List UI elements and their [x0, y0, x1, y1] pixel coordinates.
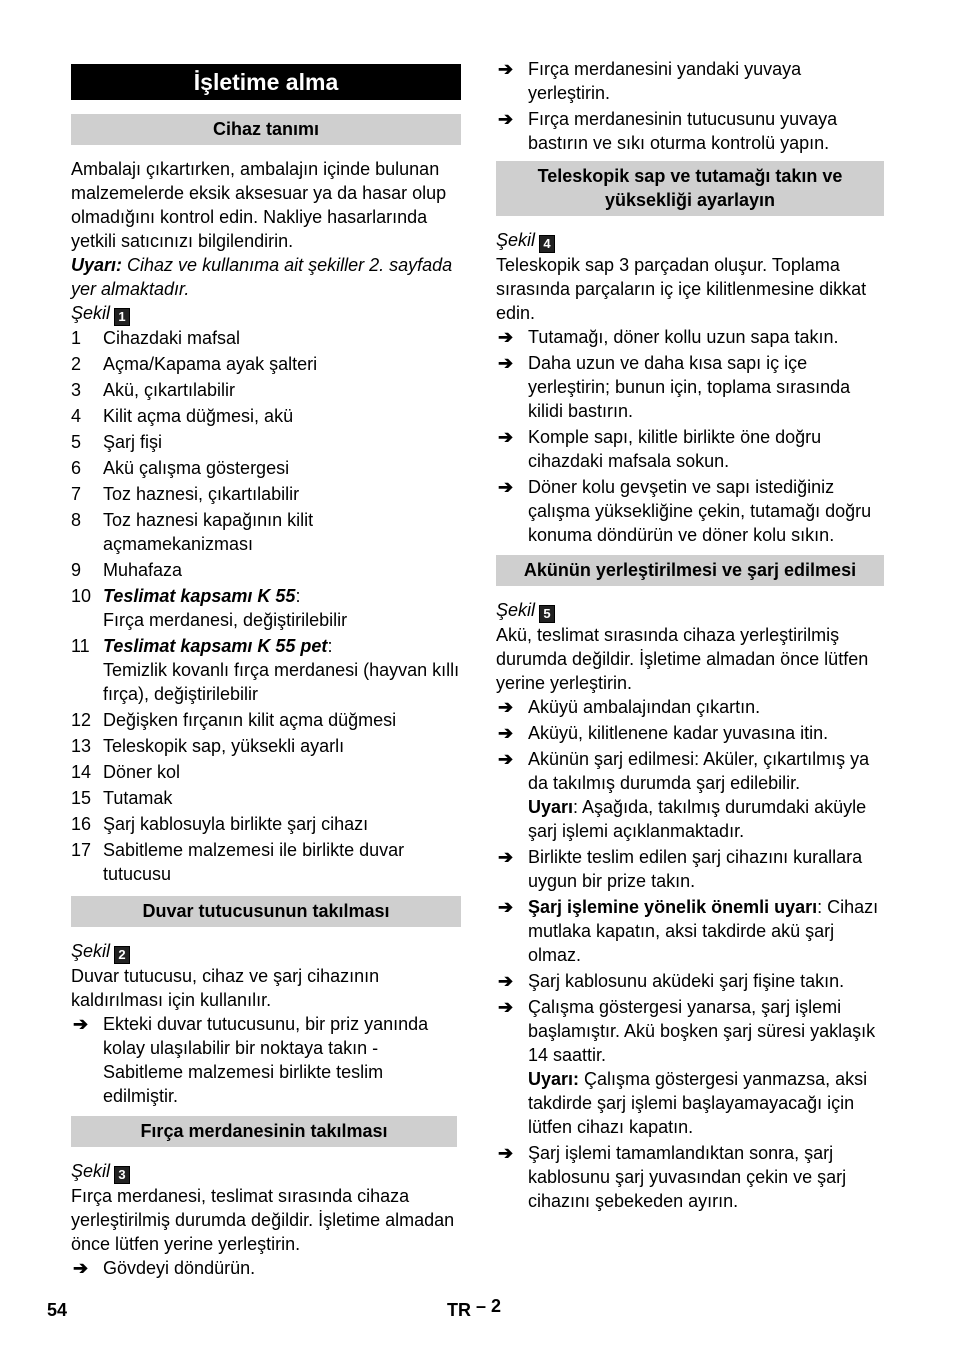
arrow-right-icon: ➔	[498, 353, 514, 373]
step-item	[496, 351, 884, 423]
footer-sub: 2	[491, 1296, 502, 1316]
step-text: Döner kolu gevşetin ve sapı istediğiniz çalışma yüksekliğine çekin, tutamağı doğru konuma döndürün ve döner kolu sıkın.	[528, 477, 872, 545]
step-text: Şarj işlemi tamamlandıktan sonra, şarj kablosunu şarj yuvasından çekin ve şarj cihazını şebekeden ayırın.	[528, 1143, 847, 1211]
step-text: Fırça merdanesinin tutucusunu yuvaya bastırın ve sıkı oturma kontrolü yapın.	[528, 109, 838, 153]
arrow-right-icon: ➔	[498, 1143, 514, 1163]
section-paragraph: Duvar tutucusu, cihaz ve şarj cihazının kaldırılması için kullanılır.	[71, 966, 380, 1010]
step-list	[71, 1012, 461, 1108]
item-text: Şarj kablosuyla birlikte şarj cihazı	[103, 814, 369, 834]
step-list	[496, 695, 884, 1213]
step-item	[496, 995, 884, 1139]
list-item	[71, 812, 461, 836]
step-item	[496, 57, 884, 105]
note-label: Uyarı	[528, 797, 574, 817]
item-text: Açma/Kapama ayak şalteri	[103, 354, 318, 374]
step-item	[496, 845, 884, 893]
figure-number: 5	[539, 605, 555, 623]
step-text: Çalışma göstergesi yanarsa, şarj işlemi başlamıştır. Akü boşken şarj süresi yaklaşık 14 saattir.	[528, 997, 876, 1065]
step-item	[496, 721, 884, 745]
lang-code: TR	[447, 1300, 471, 1320]
step-item	[496, 747, 884, 843]
list-item	[71, 430, 461, 454]
arrow-right-icon: ➔	[498, 997, 514, 1017]
list-item	[71, 326, 461, 350]
item-text: Toz haznesi, çıkartılabilir	[103, 484, 300, 504]
warning-label: Uyarı:	[71, 255, 123, 275]
section-paragraph: Teleskopik sap 3 parçadan oluşur. Toplama sırasında parçaların iç içe kilitlenmesine dikkat edin.	[496, 255, 867, 323]
item-text: Döner kol	[103, 762, 181, 782]
arrow-right-icon: ➔	[73, 1014, 89, 1034]
item-text: Muhafaza	[103, 560, 183, 580]
list-item	[71, 584, 461, 632]
step-item	[496, 895, 884, 967]
step-text: Şarj kablosunu aküdeki şarj fişine takın.	[528, 971, 845, 991]
arrow-right-icon: ➔	[498, 427, 514, 447]
item-number: 14	[71, 762, 92, 782]
figure-reference	[496, 598, 884, 623]
item-number: 8	[71, 510, 82, 530]
step-text: Aküyü, kilitlenene kadar yuvasına itin.	[528, 723, 829, 743]
item-text: Toz haznesi kapağının kilit açmamekanizması	[103, 510, 314, 554]
item-number: 3	[71, 380, 82, 400]
item-number: 17	[71, 840, 92, 860]
item-text: Temizlik kovanlı fırça merdanesi (hayvan kıllı fırça), değiştirilebilir	[103, 660, 460, 704]
item-number: 5	[71, 432, 82, 452]
item-number: 10	[71, 586, 92, 606]
item-text: Cihazdaki mafsal	[103, 328, 241, 348]
figure-reference	[71, 1159, 461, 1184]
arrow-right-icon: ➔	[498, 109, 514, 129]
arrow-right-icon: ➔	[498, 327, 514, 347]
figure-reference	[71, 939, 461, 964]
step-item	[71, 1256, 461, 1280]
warning-text: Cihaz ve kullanıma ait şekiller 2. sayfada yer almaktadır.	[71, 255, 453, 299]
section-heading-brush-roller: Fırça merdanesinin takılması	[71, 1116, 457, 1147]
component-list-continued	[71, 708, 461, 886]
step-list-continued	[496, 57, 884, 155]
step-item	[496, 475, 884, 547]
item-text: Akü, çıkartılabilir	[103, 380, 236, 400]
step-item	[496, 695, 884, 719]
figure-number: 2	[114, 946, 130, 964]
item-number: 6	[71, 458, 82, 478]
item-bold: Teslimat kapsamı K 55	[103, 586, 296, 606]
step-item	[496, 1141, 884, 1213]
item-number: 15	[71, 788, 92, 808]
item-colon: :	[327, 636, 333, 656]
step-text: Fırça merdanesini yandaki yuvaya yerleştirin.	[528, 59, 802, 103]
item-number: 2	[71, 354, 82, 374]
list-item	[71, 838, 461, 886]
figure-number: 4	[539, 235, 555, 253]
item-text: Değişken fırçanın kilit açma düğmesi	[103, 710, 397, 730]
step-text: Komple sapı, kilitle birlikte öne doğru cihazdaki mafsala sokun.	[528, 427, 822, 471]
section-paragraph: Fırça merdanesi, teslimat sırasında cihaza yerleştirilmiş durumda değildir. İşletime almadan önce lütfen yerine yerleştirin.	[71, 1186, 455, 1254]
arrow-right-icon: ➔	[73, 1258, 89, 1278]
intro-paragraph: Ambalajı çıkartırken, ambalajın içinde bulunan malzemelerde eksik aksesuar ya da hasar olup olmadığını kontrol edin. Nakliye hasarlarında yetkili satıcınızı bilgilendirin.	[71, 159, 447, 251]
item-text: Şarj fişi	[103, 432, 163, 452]
list-item	[71, 352, 461, 376]
list-item	[71, 482, 461, 506]
item-number: 12	[71, 710, 92, 730]
arrow-right-icon: ➔	[498, 477, 514, 497]
item-text: Sabitleme malzemesi ile birlikte duvar tutucusu	[103, 840, 405, 884]
item-text: Akü çalışma göstergesi	[103, 458, 290, 478]
list-item	[71, 708, 461, 732]
component-list	[71, 326, 461, 582]
item-colon: :	[295, 586, 301, 606]
list-item	[71, 760, 461, 784]
left-column	[71, 57, 461, 1282]
item-text: Tutamak	[103, 788, 173, 808]
component-list-delivery	[71, 584, 461, 706]
item-number: 13	[71, 736, 92, 756]
arrow-right-icon: ➔	[498, 971, 514, 991]
footer-dash: –	[476, 1296, 487, 1316]
item-number: 4	[71, 406, 82, 426]
figure-reference	[71, 301, 461, 326]
item-bold: Teslimat kapsamı K 55 pet	[103, 636, 328, 656]
note-text: : Aşağıda, takılmış durumdaki aküyle şarj işlemi açıklanmaktadır.	[528, 797, 867, 841]
list-item	[71, 558, 461, 582]
figure-number: 3	[114, 1166, 130, 1184]
item-text: Fırça merdanesi, değiştirilebilir	[103, 610, 348, 630]
section-heading-wall-holder: Duvar tutucusunun takılması	[71, 896, 461, 927]
list-item	[71, 378, 461, 402]
footer-lang	[447, 1298, 501, 1322]
list-item	[71, 508, 461, 556]
step-text: Tutamağı, döner kollu uzun sapa takın.	[528, 327, 839, 347]
figure-label: Şekil	[71, 941, 111, 961]
step-list	[496, 325, 884, 547]
section-heading-device-description: Cihaz tanımı	[71, 114, 461, 145]
warning-paragraph	[71, 253, 461, 301]
item-text: Kilit açma düğmesi, akü	[103, 406, 294, 426]
section-heading-battery: Akünün yerleştirilmesi ve şarj edilmesi	[496, 555, 884, 586]
list-item	[71, 786, 461, 810]
chapter-title: İşletime alma	[71, 64, 461, 100]
arrow-right-icon: ➔	[498, 749, 514, 769]
figure-reference	[496, 228, 884, 253]
item-number: 9	[71, 560, 82, 580]
step-text: Birlikte teslim edilen şarj cihazını kurallara uygun bir prize takın.	[528, 847, 863, 891]
figure-label: Şekil	[496, 600, 536, 620]
item-number: 16	[71, 814, 92, 834]
list-item	[71, 456, 461, 480]
list-item	[71, 734, 461, 758]
arrow-right-icon: ➔	[498, 847, 514, 867]
step-item	[71, 1012, 461, 1108]
step-item	[496, 107, 884, 155]
section-paragraph: Akü, teslimat sırasında cihaza yerleştirilmiş durumda değildir. İşletime almadan önce lütfen yerine yerleştirin.	[496, 625, 869, 693]
step-list	[71, 1256, 461, 1280]
step-text: Akünün şarj edilmesi: Aküler, çıkartılmış ya da takılmış durumda şarj edilebilir.	[528, 749, 870, 793]
step-item	[496, 425, 884, 473]
right-column	[496, 57, 884, 1215]
item-number: 7	[71, 484, 82, 504]
arrow-right-icon: ➔	[498, 59, 514, 79]
step-text: Ekteki duvar tutucusunu, bir priz yanında kolay ulaşılabilir bir noktaya takın - Sabitleme malzemesi birlikte teslim edilmiştir.	[103, 1014, 429, 1106]
figure-label: Şekil	[496, 230, 536, 250]
list-item	[71, 404, 461, 428]
step-text: Aküyü ambalajından çıkartın.	[528, 697, 761, 717]
arrow-right-icon: ➔	[498, 897, 514, 917]
note-label: Uyarı:	[528, 1069, 580, 1089]
step-text: : Cihazı mutlaka kapatın, aksi takdirde akü şarj olmaz.	[528, 897, 879, 965]
list-item	[71, 634, 461, 706]
arrow-right-icon: ➔	[498, 723, 514, 743]
item-text: Teleskopik sap, yüksekli ayarlı	[103, 736, 345, 756]
step-item	[496, 325, 884, 349]
arrow-right-icon: ➔	[498, 697, 514, 717]
figure-label: Şekil	[71, 1161, 111, 1181]
section-heading-telescopic-handle: Teleskopik sap ve tutamağı takın ve yüksekliği ayarlayın	[496, 161, 884, 216]
step-text: Daha uzun ve daha kısa sapı iç içe yerleştirin; bunun için, toplama sırasında kilidi bastırın.	[528, 353, 851, 421]
step-item	[496, 969, 884, 993]
note-text: Çalışma göstergesi yanmazsa, aksi takdirde şarj işlemi başlayamayacağı için lütfen cihazı kapatın.	[528, 1069, 868, 1137]
item-number: 11	[71, 636, 90, 656]
figure-number: 1	[114, 308, 130, 326]
item-number: 1	[71, 328, 82, 348]
page-number: 54	[47, 1300, 68, 1320]
step-text: Gövdeyi döndürün.	[103, 1258, 256, 1278]
figure-label: Şekil	[71, 303, 111, 323]
step-bold: Şarj işlemine yönelik önemli uyarı	[528, 897, 818, 917]
